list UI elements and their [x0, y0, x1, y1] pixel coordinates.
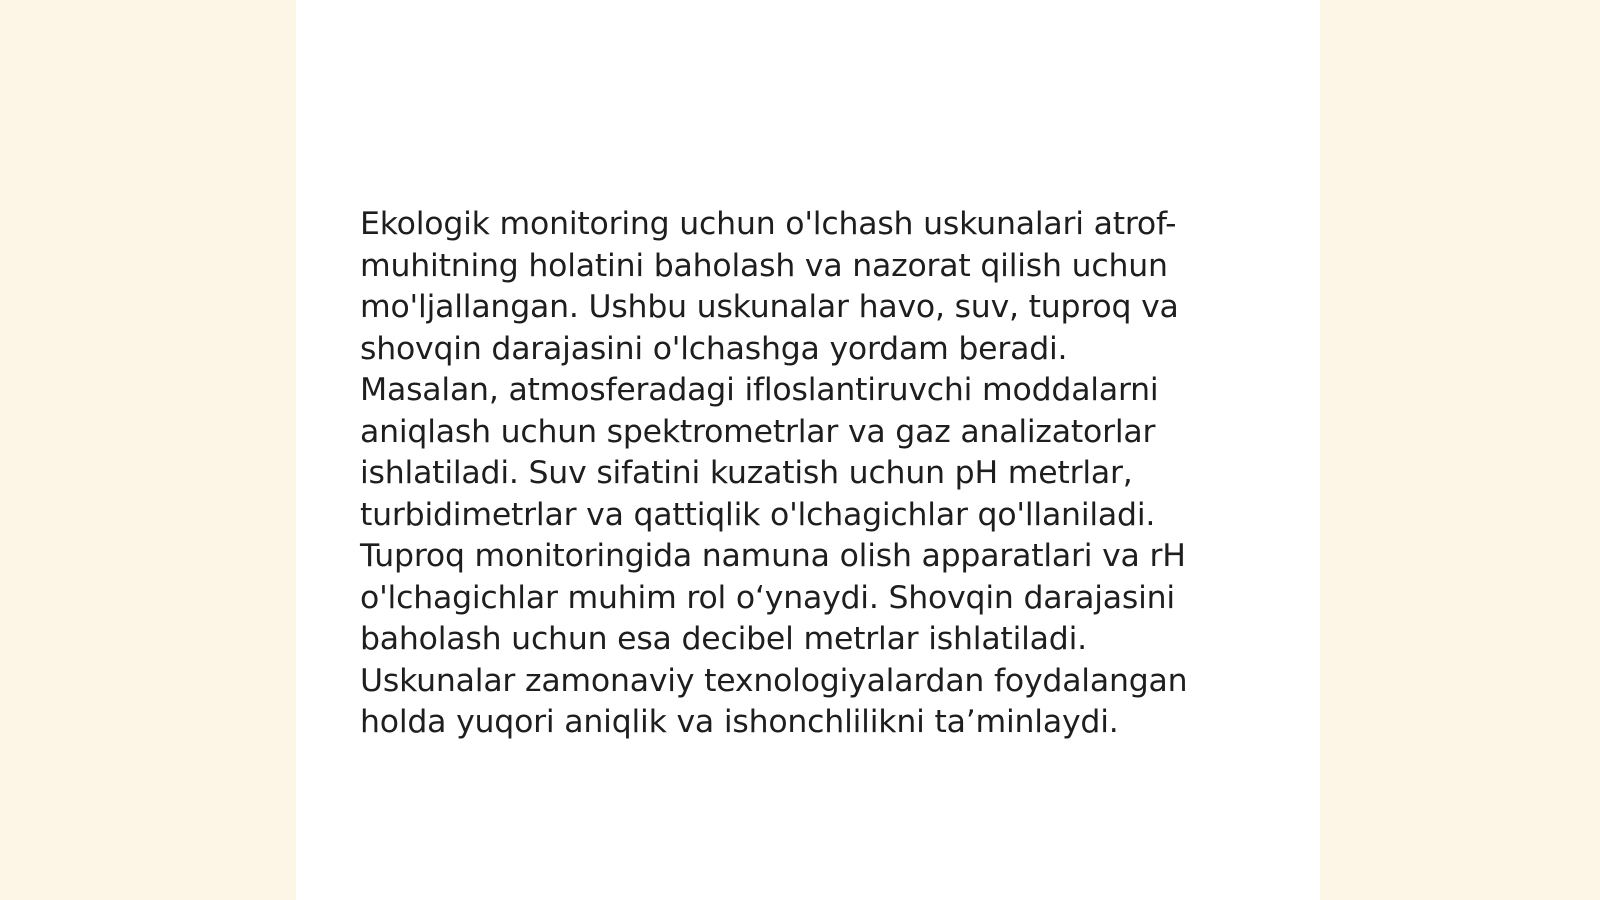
paragraph-line-1: Ekologik monitoring uchun o'lchash uskunalari atrof-: [360, 206, 1177, 242]
right-margin-background: [1320, 0, 1600, 900]
paragraph-line-4: shovqin darajasini o'lchashga yordam beradi.: [360, 330, 1068, 367]
paragraph-line-6: aniqlash uchun spektrometrlar va gaz analizatorlar: [360, 413, 1156, 450]
paragraph-line-13: holda yuqori aniqlik va ishonchlilikni ta’minlaydi.: [360, 704, 1119, 740]
paragraph-line-5: Masalan, atmosferadagi ifloslantiruvchi moddalarni: [360, 372, 1159, 408]
paragraph-line-7: ishlatiladi. Suv sifatini kuzatish uchun pH metrlar,: [360, 455, 1133, 491]
paragraph-line-11: baholash uchun esa decibel metrlar ishlatiladi.: [360, 621, 1087, 657]
paragraph-line-2: muhitning holatini baholash va nazorat qilish uchun: [360, 247, 1168, 284]
slide-page: [296, 0, 1320, 900]
paragraph-line-3: mo'ljallangan. Ushbu uskunalar havo, suv, tuproq va: [360, 289, 1179, 325]
body-paragraph: [360, 204, 1260, 744]
paragraph-line-9: Tuproq monitoringida namuna olish apparatlari va rH: [360, 538, 1186, 574]
paragraph-line-12: Uskunalar zamonaviy texnologiyalardan foydalangan: [360, 662, 1188, 699]
left-margin-background: [0, 0, 296, 900]
paragraph-line-10: o'lchagichlar muhim rol o‘ynaydi. Shovqin darajasini: [360, 579, 1175, 616]
paragraph-line-8: turbidimetrlar va qattiqlik o'lchagichlar qo'llaniladi.: [360, 496, 1156, 533]
